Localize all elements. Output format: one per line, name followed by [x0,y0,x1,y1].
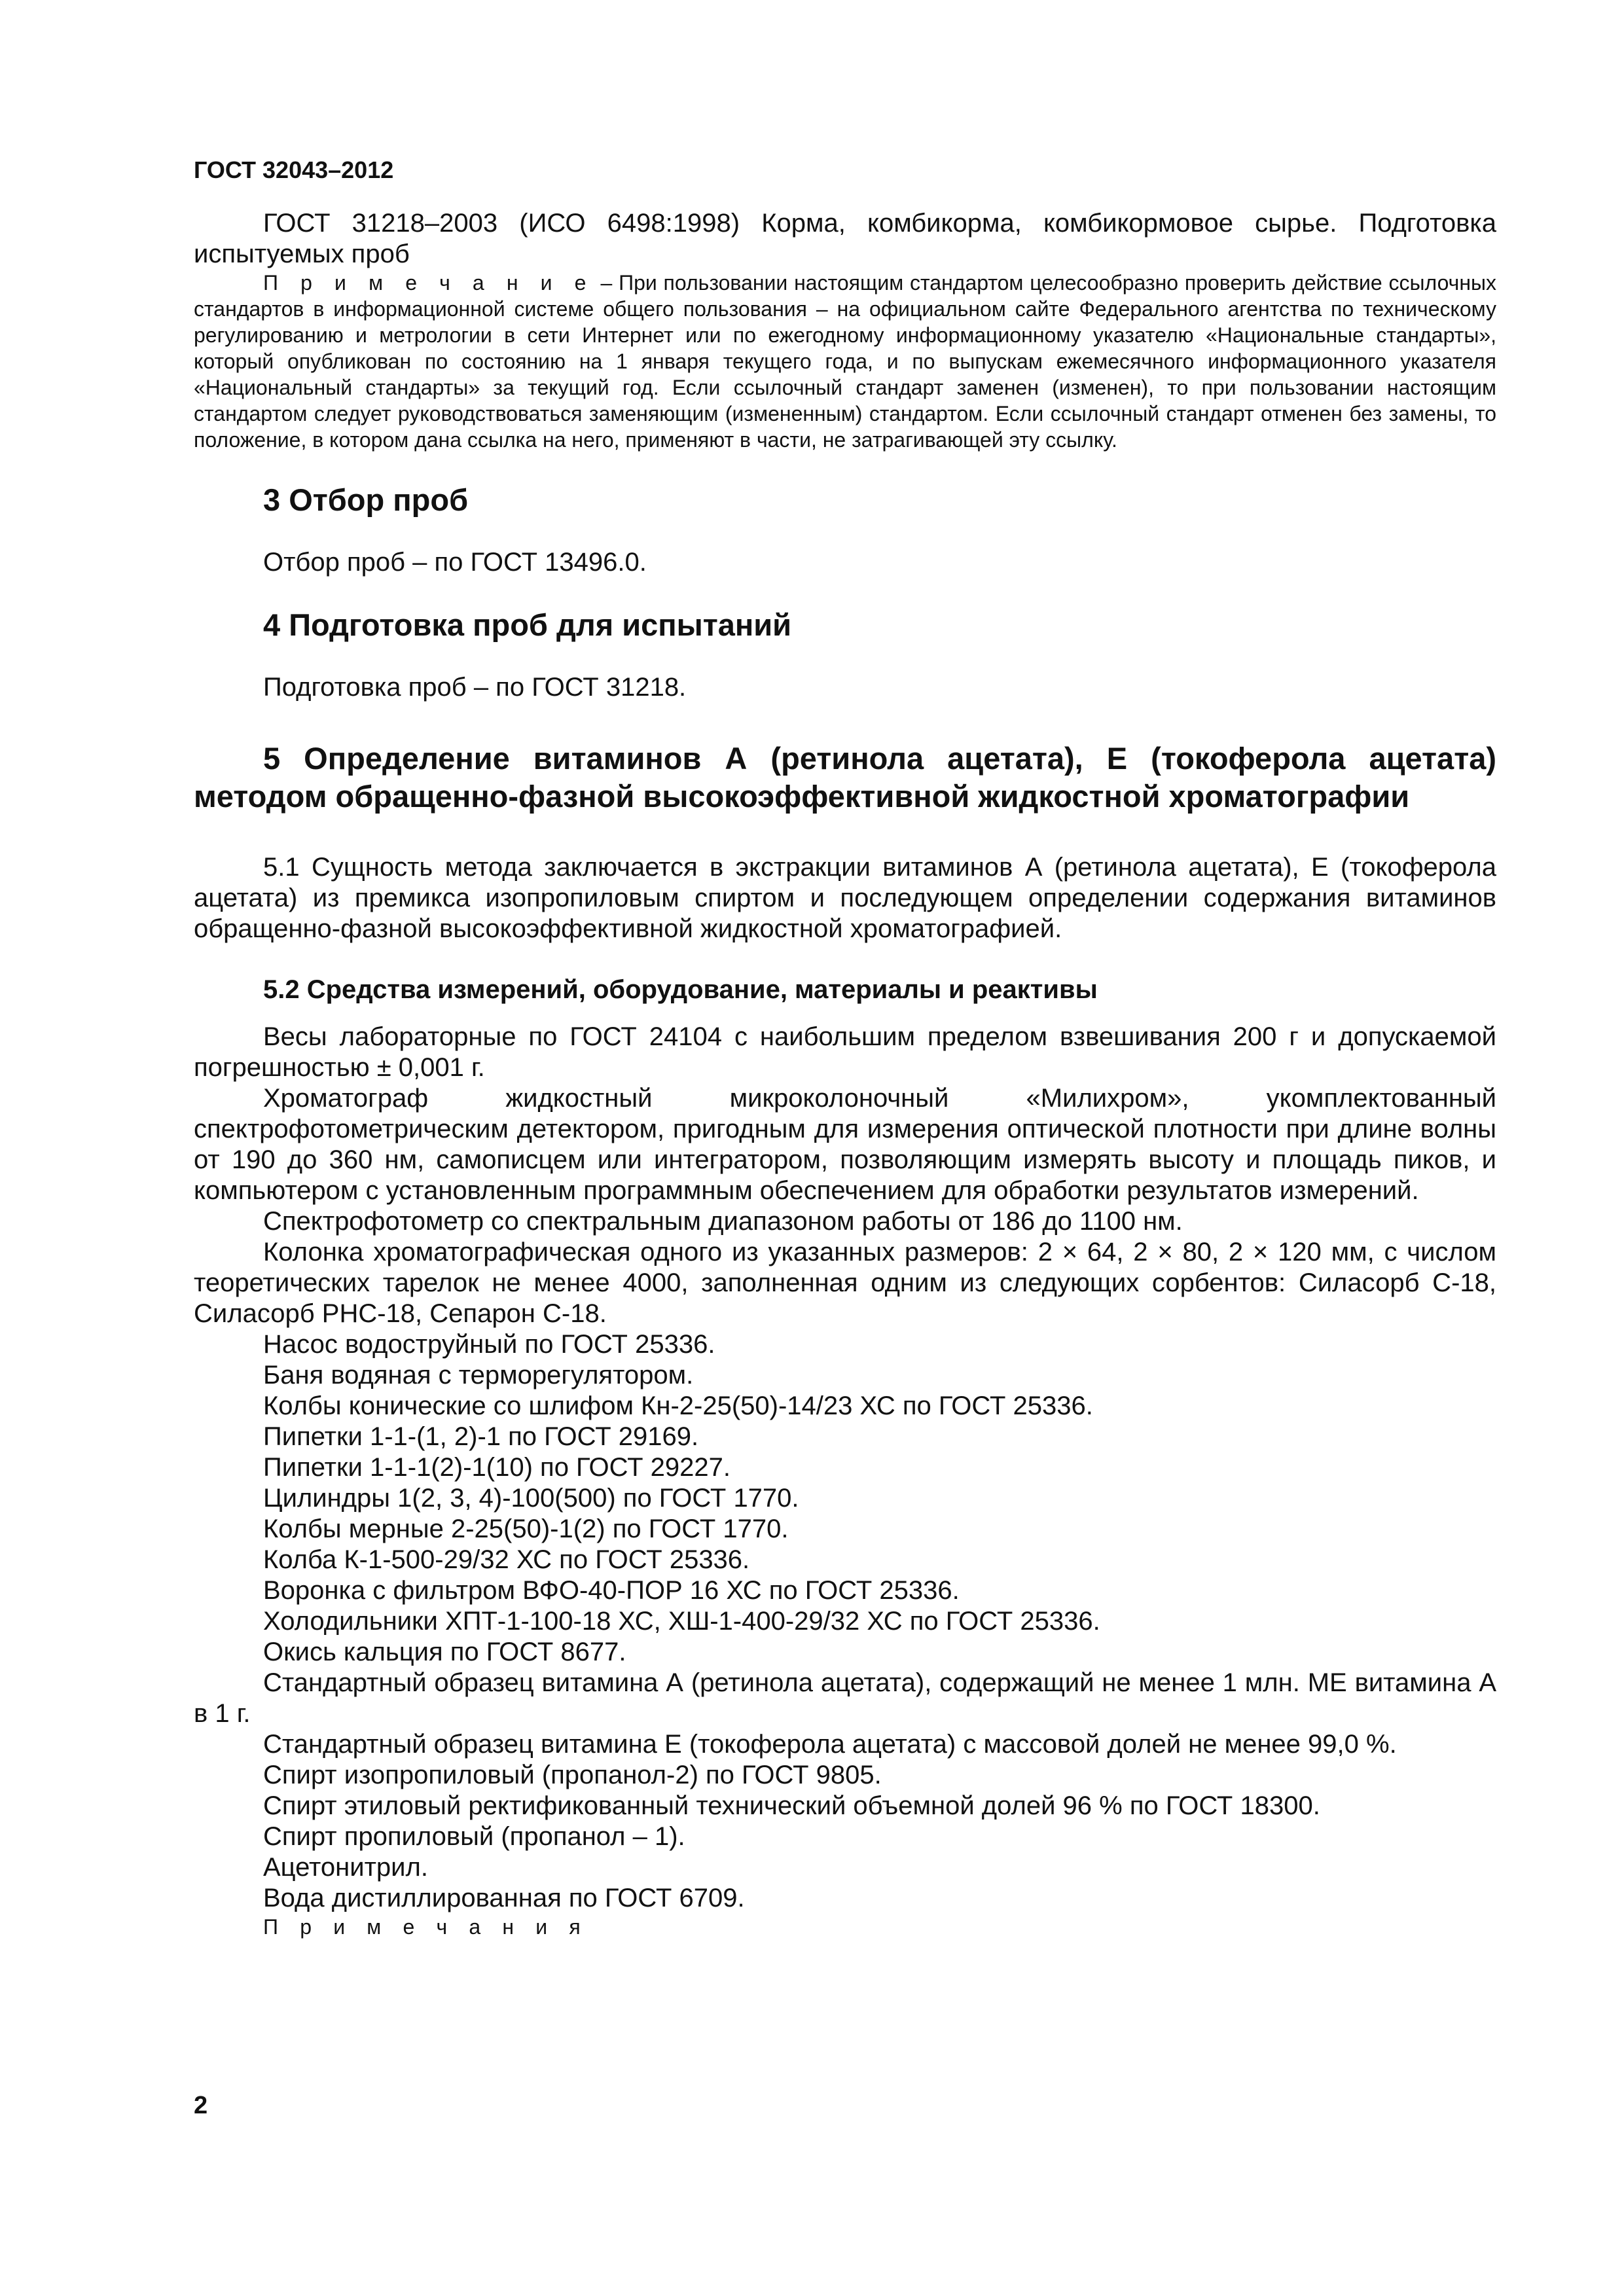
list-item: Холодильники ХПТ-1-100-18 ХС, ХШ-1-400-29/32 ХС по ГОСТ 25336. [263,1607,1100,1636]
section-4-text: Подготовка проб – по ГОСТ 31218. [263,673,687,702]
clause-5-1: 5.1 Сущность метода заключается в экстракции витаминов А (ретинола ацетата), Е (токоферола ацетата) из премикса изопропиловым спиртом и последующем определении содержания витаминов обращенно-фазной высокоэффективной жидкостной хроматографией. [194,853,1496,943]
clause-5-2-title: 5.2 Средства измерений, оборудование, материалы и реактивы [263,975,1098,1004]
document-body [194,208,1496,1940]
list-item: Стандартный образец витамина А (ретинола ацетата), содержащий не менее 1 млн. МЕ витамина А в 1 г. [194,1668,1496,1728]
list-item: Пипетки 1-1-(1, 2)-1 по ГОСТ 29169. [263,1422,699,1451]
list-item: Колбы конические со шлифом Кн-2-25(50)-14/23 ХС по ГОСТ 25336. [263,1391,1093,1420]
list-item: Воронка с фильтром ВФО-40-ПОР 16 ХС по ГОСТ 25336. [263,1576,960,1605]
section-5-title: 5 Определение витаминов А (ретинола ацетата), Е (токоферола ацетата) методом обращенно-фазной высокоэффективной жидкостной хроматографии [194,741,1496,814]
list-item: Весы лабораторные по ГОСТ 24104 с наибольшим пределом взвешивания 200 г и допускаемой погрешностью ± 0,001 г. [194,1022,1496,1082]
list-item: Баня водяная с терморегулятором. [263,1361,694,1390]
list-item: Насос водоструйный по ГОСТ 25336. [263,1330,715,1359]
reference-gost-31218: ГОСТ 31218–2003 (ИСО 6498:1998) Корма, комбикорма, комбикормовое сырье. Подготовка испытуемых проб [194,209,1496,268]
list-item: Спирт этиловый ректификованный технический объемной долей 96 % по ГОСТ 18300. [263,1791,1320,1820]
section-4-title: 4 Подготовка проб для испытаний [263,607,792,642]
equipment-list [194,1022,1496,1914]
references-note [194,270,1496,453]
notes-label: П р и м е ч а н и я [263,1915,588,1939]
list-item: Хроматограф жидкостный микроколоночный «Милихром», укомплектованный спектрофотометрическим детектором, пригодным для измерения оптической плотности при длине волны от 190 до 360 нм, самописцем или интегратором, позволяющим измерять высоту и площадь пиков, и компьютером с установленным программным обеспечением для обработки результатов измерений. [194,1084,1496,1205]
list-item: Спектрофотометр со спектральным диапазоном работы от 186 до 1100 нм. [263,1207,1183,1236]
list-item: Колба К-1-500-29/32 ХС по ГОСТ 25336. [263,1545,750,1574]
document-header: ГОСТ 32043–2012 [194,156,394,183]
list-item: Спирт изопропиловый (пропанол-2) по ГОСТ 9805. [263,1761,882,1789]
page-number: 2 [194,2092,208,2119]
list-item: Ацетонитрил. [263,1853,428,1882]
list-item: Вода дистиллированная по ГОСТ 6709. [263,1884,745,1912]
note-label: П р и м е ч а н и е [263,271,594,295]
note-text: – При пользовании настоящим стандартом целесообразно проверить действие ссылочных стандартов в информационной системе общего пользования – на официальном сайте Федерального агентства по техническому регулированию и метрологии в сети Интернет или по ежегодному информационному указателю «Национальные стандарты», который опубликован по состоянию на 1 января текущего года, и по выпускам ежемесячного информационного указателя «Национальный стандарты» за текущий год. Если ссылочный стандарт заменен (изменен), то при пользовании настоящим стандартом следует руководствоваться заменяющим (измененным) стандартом. Если ссылочный стандарт отменен без замены, то положение, в котором дана ссылка на него, применяют в части, не затрагивающей эту ссылку. [194,271,1496,452]
list-item: Спирт пропиловый (пропанол – 1). [263,1822,685,1851]
list-item: Колонка хроматографическая одного из указанных размеров: 2 × 64, 2 × 80, 2 × 120 мм, с числом теоретических тарелок не менее 4000, заполненная одним из следующих сорбентов: Силасорб С-18, Силасорб РНС-18, Сепарон С-18. [194,1238,1496,1328]
list-item: Колбы мерные 2-25(50)-1(2) по ГОСТ 1770. [263,1515,789,1543]
section-3-text: Отбор проб – по ГОСТ 13496.0. [263,548,647,577]
list-item: Цилиндры 1(2, 3, 4)-100(500) по ГОСТ 1770. [263,1484,799,1513]
section-3-title: 3 Отбор проб [263,482,469,517]
list-item: Окись кальция по ГОСТ 8677. [263,1638,626,1666]
list-item: Пипетки 1-1-1(2)-1(10) по ГОСТ 29227. [263,1453,731,1482]
list-item: Стандартный образец витамина Е (токоферола ацетата) с массовой долей не менее 99,0 %. [263,1730,1397,1759]
